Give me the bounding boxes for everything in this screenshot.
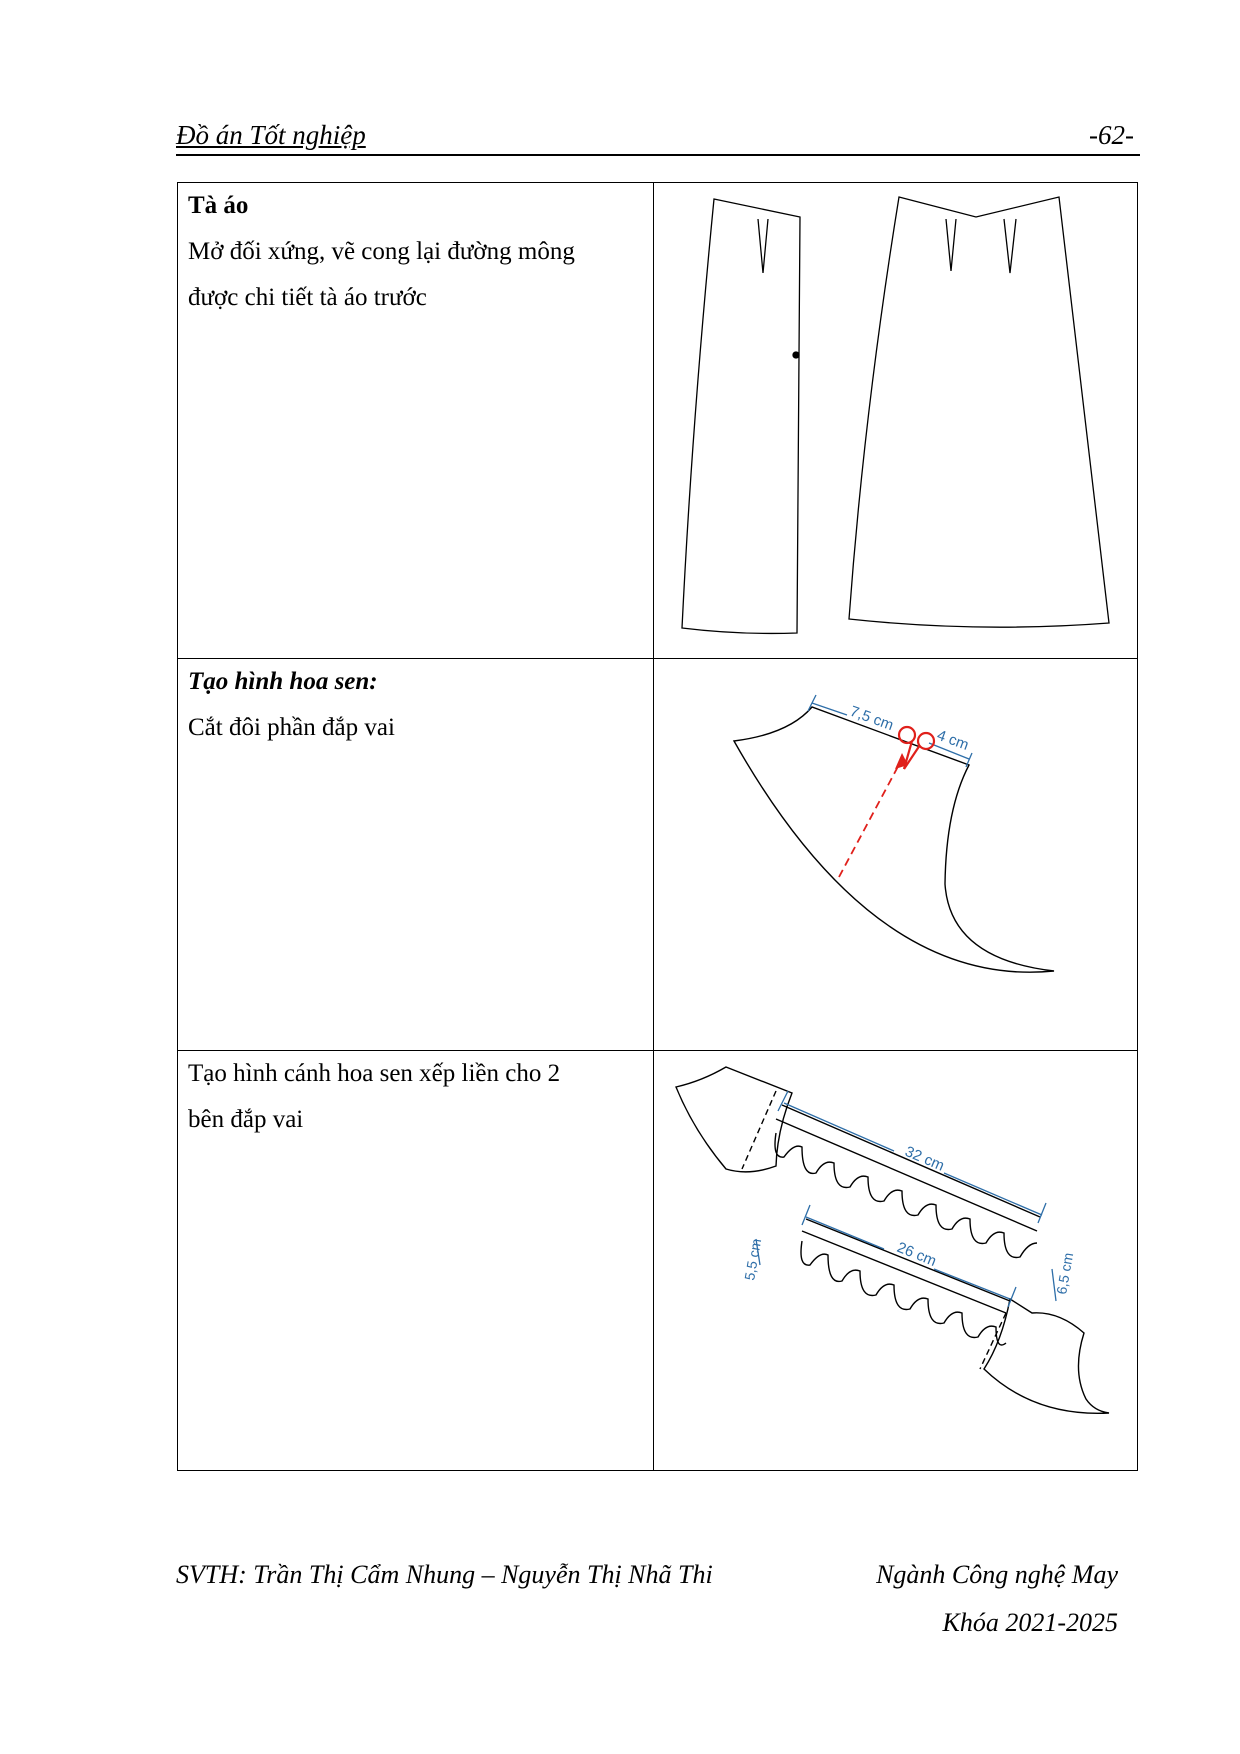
dart-left-full (946, 219, 956, 271)
upper-shoulder-piece (676, 1067, 792, 1172)
row-description (178, 659, 654, 1051)
major-name: Ngành Công nghệ May (876, 1560, 1118, 1589)
full-flap-outline (849, 197, 1109, 627)
row-text-line: Mở đối xứng, vẽ cong lại đường mông (188, 238, 575, 265)
row-description (178, 1051, 654, 1471)
row-text-line: được chi tiết tà áo trước (188, 284, 427, 311)
half-flap-outline (682, 199, 800, 633)
row-text-line: Tạo hình cánh hoa sen xếp liền cho 2 (188, 1060, 561, 1087)
dimension-label: 32 cm (902, 1143, 947, 1175)
row-figure (654, 1051, 1138, 1471)
shoulder-cut-figure (654, 659, 1137, 1049)
dimension-line (806, 1217, 884, 1249)
dimension-label: 7,5 cm (847, 702, 896, 735)
dimension-label: 6,5 cm (1053, 1251, 1077, 1296)
document-title: Đồ án Tốt nghiệp (176, 120, 366, 150)
fold-line (980, 1313, 1006, 1369)
row-figure (654, 183, 1138, 659)
dimension-line (784, 1103, 894, 1151)
table-row (178, 1051, 1138, 1471)
dimension-line (934, 1269, 1010, 1299)
lotus-petal-figure (654, 1051, 1137, 1469)
row-heading: Tạo hình hoa sen: (188, 668, 378, 695)
table-row (178, 659, 1138, 1051)
row-text-line: Cắt đôi phần đắp vai (188, 714, 395, 741)
dart-right-full (1004, 219, 1016, 273)
dart-left (758, 219, 768, 273)
front-flap-pattern-figure (654, 183, 1137, 657)
cut-line (839, 759, 902, 877)
dimension-label: 4 cm (934, 726, 972, 754)
dimension-tick (1008, 1287, 1016, 1307)
lower-shoulder-piece (984, 1299, 1109, 1413)
dimension-tick (802, 1205, 810, 1225)
table-row (178, 183, 1138, 659)
row-figure (654, 659, 1138, 1051)
shoulder-piece-outline (734, 707, 1054, 972)
dimension-label: 26 cm (894, 1238, 939, 1271)
row-text-line: bên đắp vai (188, 1106, 304, 1133)
course-year: Khóa 2021-2025 (942, 1608, 1118, 1637)
dimension-line (944, 1173, 1042, 1215)
pattern-table (177, 182, 1138, 1471)
student-names: SVTH: Trần Thị Cẩm Nhung – Nguyễn Thị Nhã Thi (176, 1560, 713, 1589)
petal-strip-edge (776, 1119, 1037, 1231)
row-description (178, 183, 654, 659)
button-mark (793, 352, 799, 358)
row-heading: Tà áo (188, 192, 249, 219)
dimension-tick (1038, 1203, 1046, 1223)
page-number: -62- (1089, 120, 1134, 150)
page-header (176, 118, 1140, 156)
fold-line (742, 1091, 776, 1169)
dimension-label: 5,5 cm (741, 1237, 765, 1282)
